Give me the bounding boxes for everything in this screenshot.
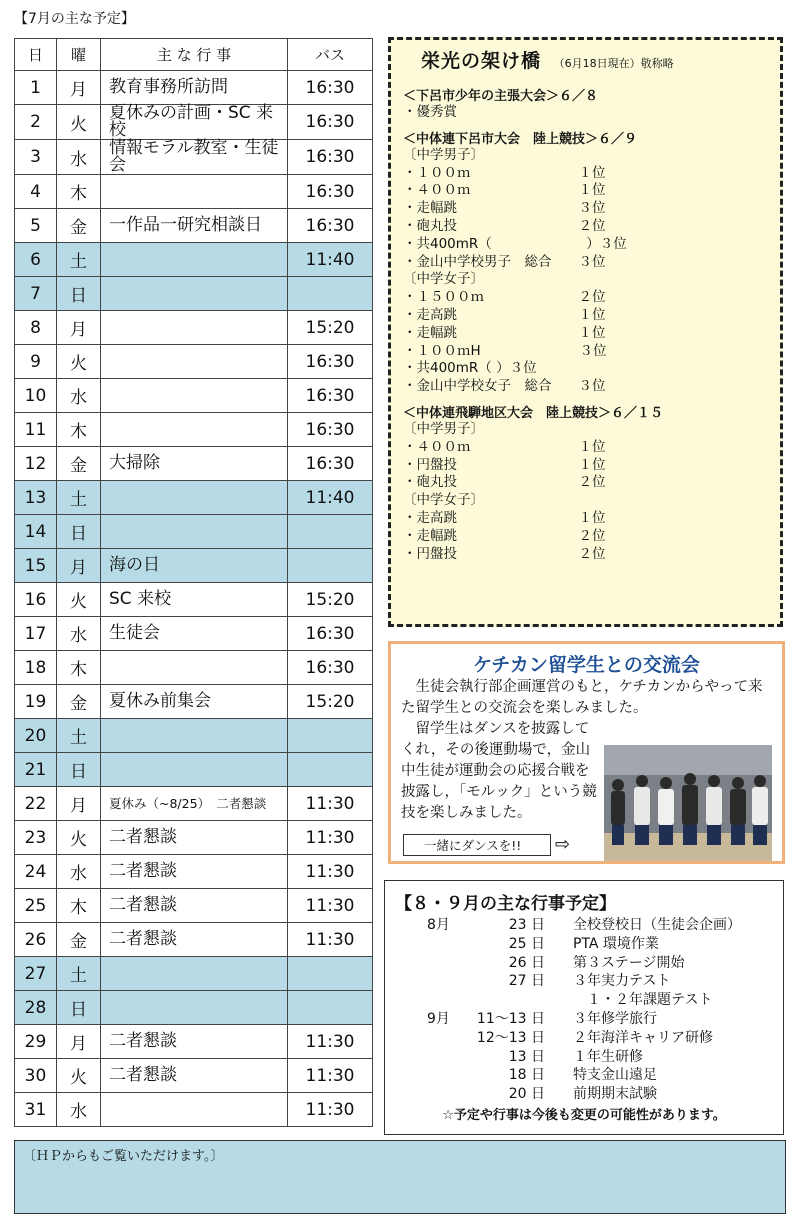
upcoming-date: 27 日 — [508, 973, 545, 990]
schedule-weekday: 木 — [57, 889, 101, 923]
schedule-bus-time: 16:30 — [288, 447, 373, 481]
results-line: ・共400mR（ ）３位 — [403, 360, 537, 377]
schedule-event: 二者懇談 — [101, 855, 288, 889]
schedule-weekday: 土 — [57, 719, 101, 753]
exchange-photo — [604, 745, 772, 861]
schedule-weekday: 土 — [57, 957, 101, 991]
schedule-row — [15, 1059, 373, 1093]
results-line: ・円盤投 １位 — [403, 456, 606, 473]
footer-box — [14, 1140, 786, 1214]
results-line: ・円盤投 ２位 — [403, 545, 606, 562]
results-line: 〔中学男子〕 — [403, 146, 484, 163]
footer-text: 〔ＨＰからもご覧いただけます。〕 — [23, 1149, 224, 1164]
upcoming-date: 23 日 — [508, 917, 545, 933]
upcoming-row — [395, 952, 773, 971]
results-title — [421, 46, 768, 73]
schedule-row — [15, 209, 373, 243]
upcoming-row — [395, 1083, 773, 1102]
upcoming-event: １・２年課題テスト — [573, 992, 713, 1009]
results-line: ・走幅跳 ３位 — [403, 200, 606, 217]
results-line: ・１００ｍ １位 — [403, 164, 606, 181]
upcoming-row — [395, 933, 773, 952]
schedule-row — [15, 923, 373, 957]
schedule-bus-time: 15:20 — [288, 685, 373, 719]
results-line: ・金山中学校女子 総合 ３位 — [403, 378, 606, 395]
schedule-weekday: 水 — [57, 1093, 101, 1127]
schedule-day: 11 — [15, 413, 57, 447]
schedule-weekday: 金 — [57, 447, 101, 481]
upcoming-row — [395, 1064, 773, 1083]
schedule-event: 生徒会 — [101, 617, 288, 651]
schedule-event — [101, 243, 288, 277]
schedule-day: 22 — [15, 787, 57, 821]
upcoming-date: 20 日 — [508, 1086, 545, 1103]
schedule-body — [15, 71, 373, 1127]
upcoming-month: 8月 — [427, 917, 450, 933]
upcoming-date: 13 日 — [508, 1048, 545, 1065]
results-title-text: 栄光の架け橋 — [421, 50, 542, 72]
upcoming-row — [395, 989, 773, 1008]
upcoming-event: 特支金山遠足 — [573, 1067, 657, 1084]
results-line: ・砲丸投 ２位 — [403, 217, 606, 234]
schedule-row — [15, 1025, 373, 1059]
schedule-day: 15 — [15, 549, 57, 583]
schedule-bus-time: 16:30 — [288, 71, 373, 105]
schedule-row — [15, 277, 373, 311]
schedule-day: 8 — [15, 311, 57, 345]
schedule-bus-time — [288, 719, 373, 753]
exchange-title: ケチカン留学生との交流会 — [473, 654, 700, 676]
schedule-weekday: 月 — [57, 787, 101, 821]
schedule-event: 二者懇談 — [101, 1059, 288, 1093]
schedule-event: 一作品一研究相談日 — [101, 209, 288, 243]
schedule-event — [101, 753, 288, 787]
schedule-weekday: 木 — [57, 651, 101, 685]
schedule-event — [101, 1093, 288, 1127]
schedule-day: 17 — [15, 617, 57, 651]
schedule-bus-time — [288, 549, 373, 583]
schedule-row — [15, 855, 373, 889]
upcoming-event: １年生研修 — [573, 1048, 643, 1065]
photo-caption: 一緒にダンスを!! — [403, 834, 551, 856]
exchange-article — [388, 641, 785, 864]
schedule-weekday: 火 — [57, 1059, 101, 1093]
results-line: ・４００ｍ １位 — [403, 182, 606, 199]
upcoming-date: 25 日 — [508, 935, 545, 952]
schedule-bus-time: 11:30 — [288, 889, 373, 923]
schedule-weekday: 月 — [57, 549, 101, 583]
schedule-bus-time — [288, 515, 373, 549]
schedule-day: 9 — [15, 345, 57, 379]
schedule-event: 海の日 — [101, 549, 288, 583]
schedule-row — [15, 957, 373, 991]
schedule-weekday: 日 — [57, 991, 101, 1025]
upcoming-event: ３年修学旅行 — [573, 1010, 657, 1027]
schedule-event — [101, 515, 288, 549]
schedule-bus-time — [288, 277, 373, 311]
schedule-row — [15, 447, 373, 481]
schedule-table — [14, 38, 373, 1127]
results-line: 〔中学女子〕 — [403, 271, 484, 288]
upcoming-events-box — [384, 880, 784, 1135]
schedule-day: 24 — [15, 855, 57, 889]
schedule-row — [15, 787, 373, 821]
results-line: ・優秀賞 — [403, 104, 457, 120]
schedule-row — [15, 413, 373, 447]
results-event-heading: ＜中体連飛騨地区大会 陸上競技＞６／１５ — [403, 405, 664, 421]
schedule-bus-time: 16:30 — [288, 651, 373, 685]
schedule-event — [101, 175, 288, 209]
schedule-event — [101, 277, 288, 311]
schedule-weekday: 日 — [57, 753, 101, 787]
schedule-row — [15, 515, 373, 549]
results-line: ・共400mR（ ）３位 — [403, 235, 627, 252]
arrow-right-icon: ⇨ — [555, 834, 571, 855]
schedule-event — [101, 719, 288, 753]
schedule-weekday: 木 — [57, 175, 101, 209]
schedule-weekday: 日 — [57, 277, 101, 311]
schedule-event: 夏休みの計画・SC 来校 — [101, 105, 288, 140]
upcoming-event: PTA 環境作業 — [573, 935, 659, 952]
schedule-weekday: 火 — [57, 583, 101, 617]
upcoming-note: ☆予定や行事は今後も変更の可能性があります。 — [442, 1107, 726, 1123]
schedule-day: 6 — [15, 243, 57, 277]
schedule-day: 5 — [15, 209, 57, 243]
header-bus: バス — [288, 39, 373, 71]
schedule-day: 29 — [15, 1025, 57, 1059]
schedule-bus-time: 11:30 — [288, 821, 373, 855]
schedule-event — [101, 345, 288, 379]
schedule-event: 二者懇談 — [101, 923, 288, 957]
schedule-row — [15, 719, 373, 753]
schedule-weekday: 木 — [57, 413, 101, 447]
schedule-weekday: 水 — [57, 140, 101, 175]
schedule-day: 20 — [15, 719, 57, 753]
results-list — [403, 85, 768, 563]
schedule-bus-time: 15:20 — [288, 311, 373, 345]
schedule-bus-time: 16:30 — [288, 140, 373, 175]
results-line: ・４００ｍ １位 — [403, 438, 606, 455]
schedule-event: 夏休み（~8/25） 二者懇談 — [101, 787, 288, 821]
schedule-bus-time: 16:30 — [288, 617, 373, 651]
upcoming-event: 全校登校日（生徒会企画） — [573, 917, 741, 933]
schedule-day: 13 — [15, 481, 57, 515]
schedule-bus-time: 11:30 — [288, 855, 373, 889]
schedule-day: 19 — [15, 685, 57, 719]
schedule-row — [15, 243, 373, 277]
results-event-heading: ＜下呂市少年の主張大会＞６／８ — [403, 89, 599, 104]
schedule-weekday: 月 — [57, 71, 101, 105]
results-line: ・走高跳 １位 — [403, 509, 606, 526]
exchange-paragraph-2: 留学生はダンスを披露してくれ，その後運動場で，金山中生徒が運動会の応援合戦を披露し，「モルック」という競技を楽しみました。 — [401, 721, 597, 821]
results-line: ・砲丸投 ２位 — [403, 474, 606, 491]
schedule-row — [15, 345, 373, 379]
results-line: ・走幅跳 １位 — [403, 324, 606, 341]
schedule-weekday: 水 — [57, 855, 101, 889]
schedule-weekday: 金 — [57, 209, 101, 243]
upcoming-date: 26 日 — [508, 954, 545, 971]
schedule-title: 【7月の主な予定】 — [14, 11, 135, 27]
upcoming-date: 12～13 日 — [476, 1029, 545, 1046]
schedule-day: 18 — [15, 651, 57, 685]
schedule-bus-time: 11:30 — [288, 1093, 373, 1127]
schedule-weekday: 金 — [57, 685, 101, 719]
schedule-event: 二者懇談 — [101, 889, 288, 923]
schedule-event — [101, 651, 288, 685]
schedule-day: 28 — [15, 991, 57, 1025]
upcoming-event: 前期期末試験 — [573, 1086, 657, 1103]
schedule-row — [15, 651, 373, 685]
schedule-row — [15, 1093, 373, 1127]
schedule-bus-time: 15:20 — [288, 583, 373, 617]
schedule-row — [15, 889, 373, 923]
schedule-event — [101, 379, 288, 413]
schedule-event: 夏休み前集会 — [101, 685, 288, 719]
schedule-weekday: 月 — [57, 1025, 101, 1059]
upcoming-event: ３年実力テスト — [573, 973, 671, 990]
schedule-day: 16 — [15, 583, 57, 617]
schedule-day: 23 — [15, 821, 57, 855]
upcoming-date: 11～13 日 — [476, 1010, 545, 1027]
schedule-bus-time: 16:30 — [288, 175, 373, 209]
schedule-event: 二者懇談 — [101, 1025, 288, 1059]
schedule-day: 4 — [15, 175, 57, 209]
schedule-bus-time: 11:30 — [288, 1025, 373, 1059]
schedule-day: 3 — [15, 140, 57, 175]
schedule-event: SC 来校 — [101, 583, 288, 617]
schedule-event: 二者懇談 — [101, 821, 288, 855]
schedule-day: 25 — [15, 889, 57, 923]
schedule-weekday: 日 — [57, 515, 101, 549]
results-line: 〔中学男子〕 — [403, 420, 484, 437]
schedule-weekday: 火 — [57, 821, 101, 855]
schedule-bus-time: 16:30 — [288, 209, 373, 243]
results-line: ・走高跳 １位 — [403, 306, 606, 323]
upcoming-date: 18 日 — [508, 1067, 545, 1084]
schedule-row — [15, 991, 373, 1025]
schedule-header-row — [15, 39, 373, 71]
schedule-bus-time — [288, 957, 373, 991]
upcoming-list — [395, 914, 773, 1102]
schedule-weekday: 月 — [57, 311, 101, 345]
schedule-row — [15, 311, 373, 345]
upcoming-event: ２年海洋キャリア研修 — [573, 1029, 713, 1046]
schedule-row — [15, 617, 373, 651]
schedule-row — [15, 379, 373, 413]
schedule-bus-time: 16:30 — [288, 413, 373, 447]
schedule-bus-time: 11:40 — [288, 243, 373, 277]
schedule-weekday: 火 — [57, 345, 101, 379]
schedule-bus-time: 16:30 — [288, 105, 373, 140]
exchange-paragraph-1: 生徒会執行部企画運営のもと，ケチカンからやって来た留学生との交流会を楽しみました。 — [401, 679, 763, 716]
schedule-event — [101, 481, 288, 515]
schedule-row — [15, 685, 373, 719]
schedule-row — [15, 549, 373, 583]
schedule-row — [15, 140, 373, 175]
header-event: 主 な 行 事 — [101, 39, 288, 71]
schedule-weekday: 金 — [57, 923, 101, 957]
schedule-day: 21 — [15, 753, 57, 787]
schedule-day: 26 — [15, 923, 57, 957]
schedule-weekday: 水 — [57, 617, 101, 651]
schedule-bus-time: 11:30 — [288, 1059, 373, 1093]
schedule-row — [15, 821, 373, 855]
schedule-bus-time: 16:30 — [288, 379, 373, 413]
schedule-bus-time: 11:30 — [288, 923, 373, 957]
schedule-event: 大掃除 — [101, 447, 288, 481]
upcoming-row — [395, 914, 773, 933]
upcoming-row — [395, 970, 773, 989]
schedule-event — [101, 957, 288, 991]
schedule-day: 27 — [15, 957, 57, 991]
schedule-event: 教育事務所訪問 — [101, 71, 288, 105]
schedule-row — [15, 753, 373, 787]
schedule-weekday: 土 — [57, 243, 101, 277]
schedule-day: 30 — [15, 1059, 57, 1093]
schedule-day: 12 — [15, 447, 57, 481]
results-line: ・走幅跳 ２位 — [403, 527, 606, 544]
header-weekday: 曜 — [57, 39, 101, 71]
schedule-day: 31 — [15, 1093, 57, 1127]
schedule-bus-time: 16:30 — [288, 345, 373, 379]
results-box — [388, 37, 783, 627]
schedule-event — [101, 413, 288, 447]
schedule-event — [101, 311, 288, 345]
schedule-day: 14 — [15, 515, 57, 549]
schedule-bus-time: 11:30 — [288, 787, 373, 821]
dance-photo-image — [604, 745, 772, 861]
schedule-row — [15, 175, 373, 209]
schedule-bus-time: 11:40 — [288, 481, 373, 515]
schedule-day: 1 — [15, 71, 57, 105]
results-event-heading: ＜中体連下呂市大会 陸上競技＞６／９ — [403, 131, 638, 147]
upcoming-row — [395, 1046, 773, 1065]
schedule-day: 7 — [15, 277, 57, 311]
schedule-row — [15, 71, 373, 105]
schedule-bus-time — [288, 753, 373, 787]
schedule-row — [15, 583, 373, 617]
schedule-event — [101, 991, 288, 1025]
upcoming-month: 9月 — [427, 1010, 450, 1027]
results-line: ・１５００ｍ ２位 — [403, 289, 606, 306]
schedule-row — [15, 105, 373, 140]
schedule-day: 2 — [15, 105, 57, 140]
upcoming-event: 第３ステージ開始 — [573, 954, 685, 971]
header-day: 日 — [15, 39, 57, 71]
schedule-day: 10 — [15, 379, 57, 413]
schedule-event: 情報モラル教室・生徒会 — [101, 140, 288, 175]
results-line: 〔中学女子〕 — [403, 492, 484, 509]
upcoming-title: 【８・９月の主な行事予定】 — [395, 894, 616, 914]
schedule-weekday: 土 — [57, 481, 101, 515]
results-line: ・金山中学校男子 総合 ３位 — [403, 253, 606, 270]
schedule-weekday: 水 — [57, 379, 101, 413]
upcoming-row — [395, 1008, 773, 1027]
upcoming-row — [395, 1027, 773, 1046]
schedule-weekday: 火 — [57, 105, 101, 140]
results-date-note: （6月18日現在）敬称略 — [553, 57, 674, 70]
results-line: ・１００ｍH ３位 — [403, 342, 607, 359]
schedule-row — [15, 481, 373, 515]
schedule-bus-time — [288, 991, 373, 1025]
